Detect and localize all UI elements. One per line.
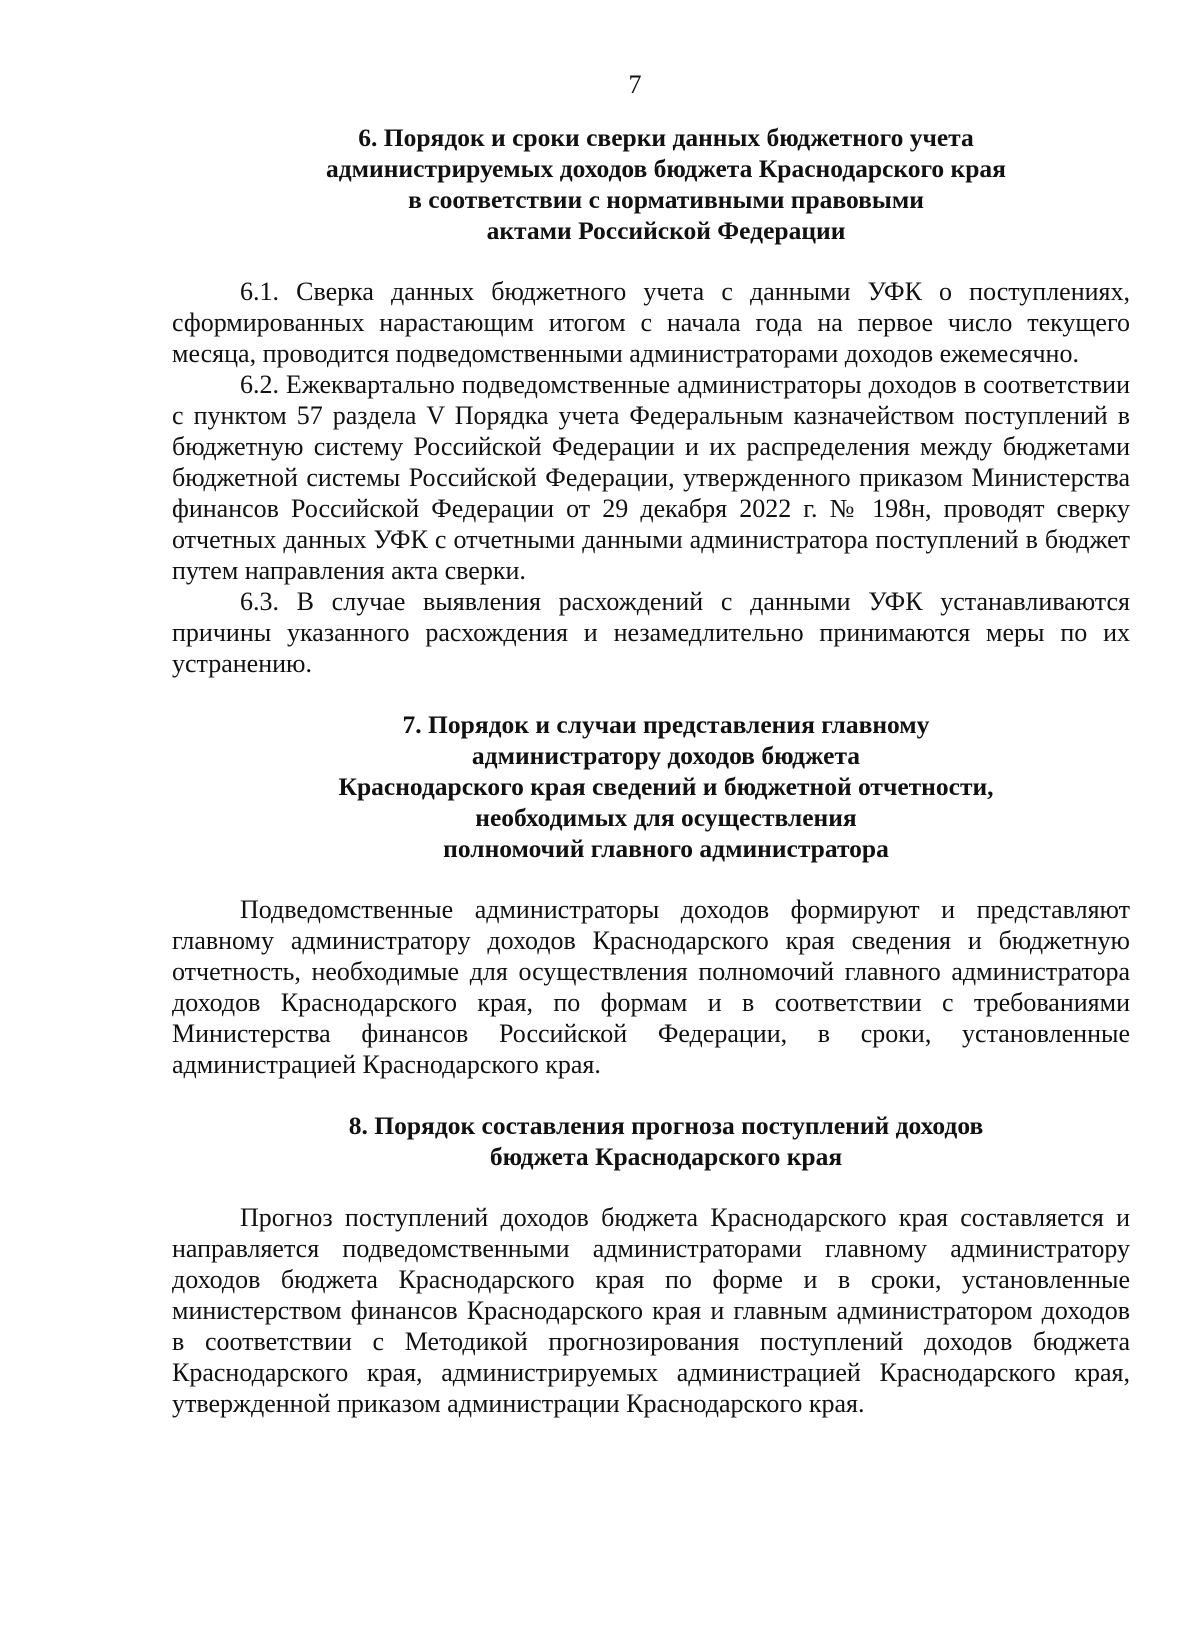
paragraph-6-1: 6.1. Сверка данных бюджетного учета с данными УФК о поступлениях, сформированных нарастающим итогом с начала года на первое число текущего месяца, проводится подведомственными администраторами доходов ежемесячно. [172,277,1130,368]
heading-line: актами Российской Федерации [486,216,846,245]
heading-line: бюджета Краснодарского края [489,1142,843,1171]
document-body [172,122,1130,1419]
heading-line: полномочий главного администратора [443,834,889,863]
paragraph-8: Прогноз поступлений доходов бюджета Краснодарского края составляется и направляется подведомственными администраторами главному администратору доходов бюджета Краснодарского края по форме и в сроки, установленные министерством финансов Краснодарского края и главным администратором доходов в соответствии с Методикой прогнозирования поступлений доходов бюджета Краснодарского края, администрируемых администрацией Краснодарского края, утвержденной приказом администрации Краснодарского края. [172,1203,1130,1418]
section-8-heading [172,1110,1130,1172]
heading-line: 7. Порядок и случаи представления главному [402,710,930,739]
heading-line: администратору доходов бюджета [471,741,861,770]
heading-line: администрируемых доходов бюджета Краснодарского края [326,154,1006,183]
heading-line: 8. Порядок составления прогноза поступлений доходов [348,1111,984,1140]
section-6-heading [172,122,1130,246]
heading-line: в соответствии с нормативными правовыми [408,185,924,214]
section-7-heading [172,709,1130,864]
paragraph-6-3: 6.3. В случае выявления расхождений с данными УФК устанавливаются причины указанного расхождения и незамедлительно принимаются меры по их устранению. [172,587,1130,678]
heading-line: 6. Порядок и сроки сверки данных бюджетного учета [358,123,974,152]
heading-line: Краснодарского края сведений и бюджетной отчетности, [338,772,994,801]
paragraph-7: Подведомственные администраторы доходов формируют и представляют главному администратору доходов Краснодарского края сведения и бюджетную отчетность, необходимые для осуществления полномочий главного администратора доходов Краснодарского края, по формам и в соответствии с требованиями Министерства финансов Российской Федерации, в сроки, установленные администрацией Краснодарского края. [172,895,1130,1079]
heading-line: необходимых для осуществления [475,803,857,832]
paragraph-6-2: 6.2. Ежеквартально подведомственные администраторы доходов в соответствии с пунктом 57 раздела V Порядка учета Федеральным казначейством поступлений в бюджетную систему Российской Федерации и их распределения между бюджетами бюджетной системы Российской Федерации, утвержденного приказом Министерства финансов Российской Федерации от 29 декабря 2022 г. № 198н, проводят сверку отчетных данных УФК с отчетными данными администратора поступлений в бюджет путем направления акта сверки. [172,370,1130,585]
page-number: 7 [628,70,642,99]
